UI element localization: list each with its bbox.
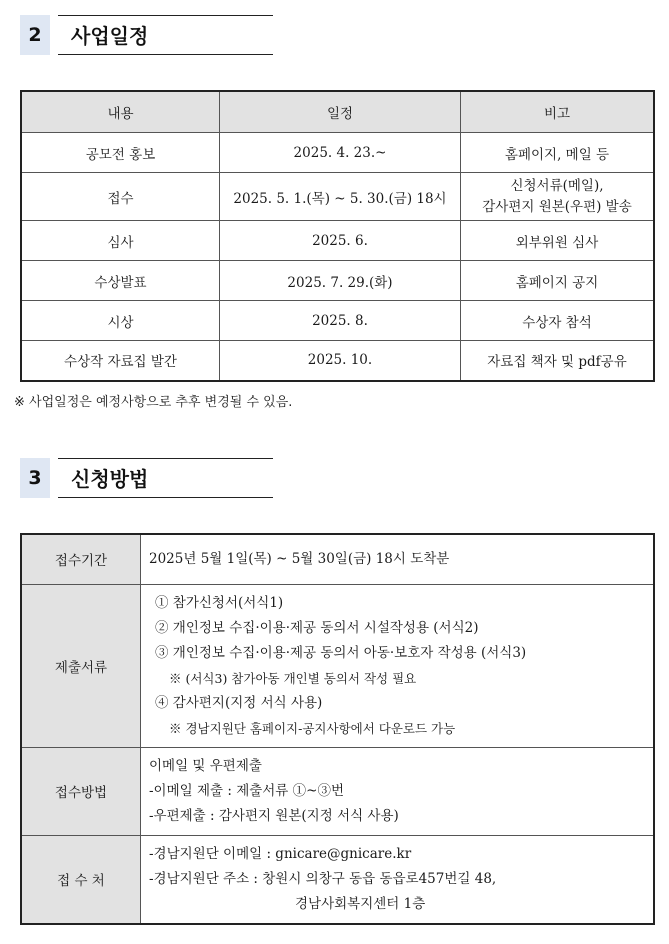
application-table [20, 533, 655, 925]
row-schedule: 2025. 6. [220, 221, 461, 261]
method-label: 접수방법 [21, 747, 141, 835]
table-row [21, 221, 654, 261]
document-note: ※ 경남지원단 홈페이지-공지사항에서 다운로드 가능 [169, 720, 456, 736]
row-schedule: 2025. 5. 1.(목) ~ 5. 30.(금) 18시 [220, 173, 461, 221]
row-schedule: 2025. 7. 29.(화) [220, 261, 461, 301]
schedule-table [20, 90, 655, 382]
documents-list [141, 584, 655, 747]
destination-row [21, 835, 654, 924]
column-header-remark: 비고 [461, 91, 655, 133]
schedule-note: ※ 사업일정은 예정사항으로 추후 변경될 수 있음. [14, 395, 293, 410]
method-line: 이메일 및 우편제출 [149, 757, 262, 774]
period-text: 2025년 5월 1일(목) ~ 5월 30일(금) 18시 도착분 [141, 534, 655, 584]
period-label: 접수기간 [21, 534, 141, 584]
row-schedule: 2025. 10. [220, 341, 461, 381]
remark-line: 신청서류(메일), [510, 177, 604, 194]
destination-line: -경남지원단 이메일 : gnicare@gnicare.kr [149, 845, 412, 862]
table-row [21, 173, 654, 221]
document-note: ※ (서식3) 참가아동 개인별 동의서 작성 필요 [169, 670, 417, 686]
row-content: 접수 [21, 173, 220, 221]
column-header-content: 내용 [21, 91, 220, 133]
documents-label: 제출서류 [21, 584, 141, 747]
method-list [141, 747, 655, 835]
document-item: ① 참가신청서(서식1) [155, 594, 284, 611]
row-content: 시상 [21, 301, 220, 341]
row-content: 공모전 홍보 [21, 133, 220, 173]
method-row [21, 747, 654, 835]
destination-list [141, 835, 655, 924]
row-schedule: 2025. 8. [220, 301, 461, 341]
table-row [21, 341, 654, 381]
section-title: 신청방법 [58, 458, 273, 498]
row-remark: 홈페이지 공지 [461, 261, 655, 301]
remark-line: 감사편지 원본(우편) 발송 [482, 198, 632, 215]
document-item: ④ 감사편지(지정 서식 사용) [155, 694, 323, 711]
documents-row [21, 584, 654, 747]
section-number: 3 [20, 458, 50, 498]
table-row [21, 301, 654, 341]
destination-line: -경남지원단 주소 : 창원시 의창구 동읍 동읍로457번길 48, [149, 870, 497, 887]
section-title: 사업일정 [58, 15, 273, 55]
method-line: -우편제출 : 감사편지 원본(지정 서식 사용) [149, 807, 399, 824]
document-item: ③ 개인정보 수집·이용·제공 동의서 아동·보호자 작성용 (서식3) [155, 644, 527, 661]
table-row [21, 261, 654, 301]
row-remark: 외부위원 심사 [461, 221, 655, 261]
row-content: 수상작 자료집 발간 [21, 341, 220, 381]
row-schedule: 2025. 4. 23.~ [220, 133, 461, 173]
document-item: ② 개인정보 수집·이용·제공 동의서 시설작성용 (서식2) [155, 619, 479, 636]
method-line: -이메일 제출 : 제출서류 ①~③번 [149, 782, 344, 799]
row-remark [461, 173, 655, 221]
destination-label: 접 수 처 [21, 835, 141, 924]
row-remark: 자료집 책자 및 pdf공유 [461, 341, 655, 381]
table-row [21, 133, 654, 173]
column-header-schedule: 일정 [220, 91, 461, 133]
row-remark: 홈페이지, 메일 등 [461, 133, 655, 173]
row-remark: 수상자 참석 [461, 301, 655, 341]
destination-line: 경남사회복지센터 1층 [295, 895, 426, 912]
section-number: 2 [20, 15, 50, 55]
table-header-row [21, 91, 654, 133]
row-content: 심사 [21, 221, 220, 261]
period-row [21, 534, 654, 584]
row-content: 수상발표 [21, 261, 220, 301]
